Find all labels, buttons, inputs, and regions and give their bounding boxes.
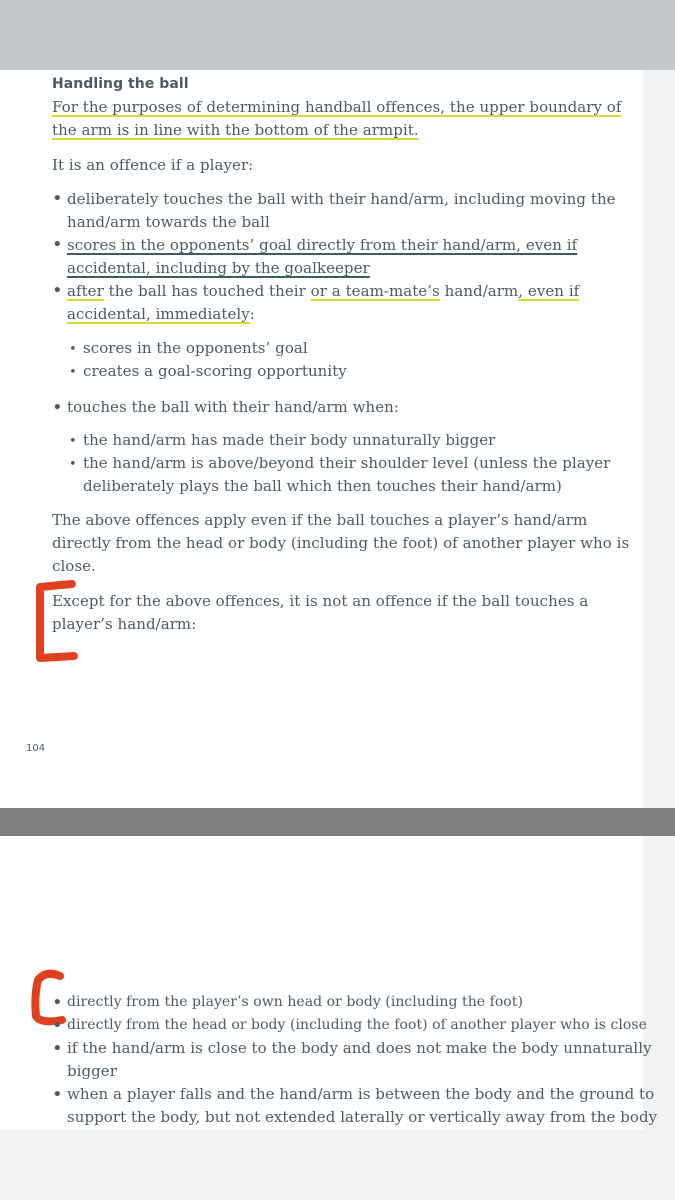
list-item-text: directly from the player’s own head or body (including the foot): [67, 994, 523, 1010]
bullet-icon: •: [52, 1038, 63, 1059]
list-item-text: bigger: [67, 1062, 117, 1080]
list-item-text: when a player falls and the hand/arm is between the body and the ground to: [67, 1085, 655, 1103]
list-item-text: [67, 280, 579, 303]
sub-list-item-text: creates a goal-scoring opportunity: [83, 362, 347, 380]
plain-text: the ball has touched their: [103, 282, 311, 300]
paragraph-line: The above offences apply even if the ball touches a player’s hand/arm: [52, 511, 588, 529]
paragraph-line: directly from the head or body (including the foot) of another player who is: [52, 534, 630, 552]
paragraph-line: player’s hand/arm:: [52, 615, 197, 633]
bullet-icon: •: [52, 397, 63, 418]
bullet-icon: •: [52, 992, 63, 1013]
bullet-icon: •: [52, 280, 63, 301]
open-bracket-annotation-mark: [30, 578, 82, 666]
underlined-text: or a team-mate’s: [310, 282, 440, 300]
underlined-text: after: [67, 282, 104, 300]
intro-text-line: For the purposes of determining handball offences, the upper boundary of: [52, 98, 622, 116]
list-item-text: if the hand/arm is close to the body and does not make the body unnaturally: [67, 1039, 652, 1057]
list-item-text: deliberately touches the ball with their hand/arm, including moving the: [67, 190, 616, 208]
list-item-text: touches the ball with their hand/arm when:: [67, 398, 399, 416]
sub-bullet-icon: •: [69, 434, 77, 449]
page-number: 104: [26, 743, 46, 754]
right-margin-strip: [643, 70, 675, 808]
sub-list-item-text: deliberately plays the ball which then touches their hand/arm): [83, 477, 562, 495]
list-item-text: hand/arm towards the ball: [67, 213, 270, 231]
sub-list-item-text: scores in the opponents’ goal: [83, 339, 308, 357]
paragraph-line: close.: [52, 557, 96, 575]
bullet-icon: •: [52, 1015, 63, 1036]
sub-bullet-icon: •: [69, 342, 77, 357]
bullet-icon: •: [52, 234, 63, 255]
open-bracket-annotation-mark: [26, 966, 70, 1030]
sub-bullet-icon: •: [69, 457, 77, 472]
paragraph-line: Except for the above offences, it is not an offence if the ball touches a: [52, 592, 589, 610]
list-item-text: accidental, including by the goalkeeper: [67, 259, 370, 277]
intro-text-line: the arm is in line with the bottom of the armpit.: [52, 121, 419, 139]
plain-text: :: [249, 305, 255, 323]
bullet-icon: •: [52, 1084, 63, 1105]
bullet-icon: •: [52, 188, 63, 209]
underlined-text: , even if: [518, 282, 580, 300]
offence-lead-text: It is an offence if a player:: [52, 156, 254, 174]
viewer-top-bar: [0, 0, 675, 70]
list-item-text: directly from the head or body (including the foot) of another player who is close: [67, 1017, 647, 1033]
list-item-text: support the body, but not extended laterally or vertically away from the body: [67, 1108, 658, 1126]
underlined-text: accidental, immediately: [67, 305, 250, 323]
page-separator: [0, 808, 675, 836]
list-item-text: scores in the opponents’ goal directly from their hand/arm, even if: [67, 236, 578, 254]
list-item-text: [67, 303, 255, 326]
sub-list-item-text: the hand/arm is above/beyond their shoulder level (unless the player: [83, 454, 611, 472]
plain-text: hand/arm: [439, 282, 519, 300]
sub-list-item-text: the hand/arm has made their body unnaturally bigger: [83, 431, 496, 449]
viewer-bottom-area: [0, 1130, 675, 1200]
section-heading: Handling the ball: [52, 76, 189, 92]
sub-bullet-icon: •: [69, 365, 77, 380]
